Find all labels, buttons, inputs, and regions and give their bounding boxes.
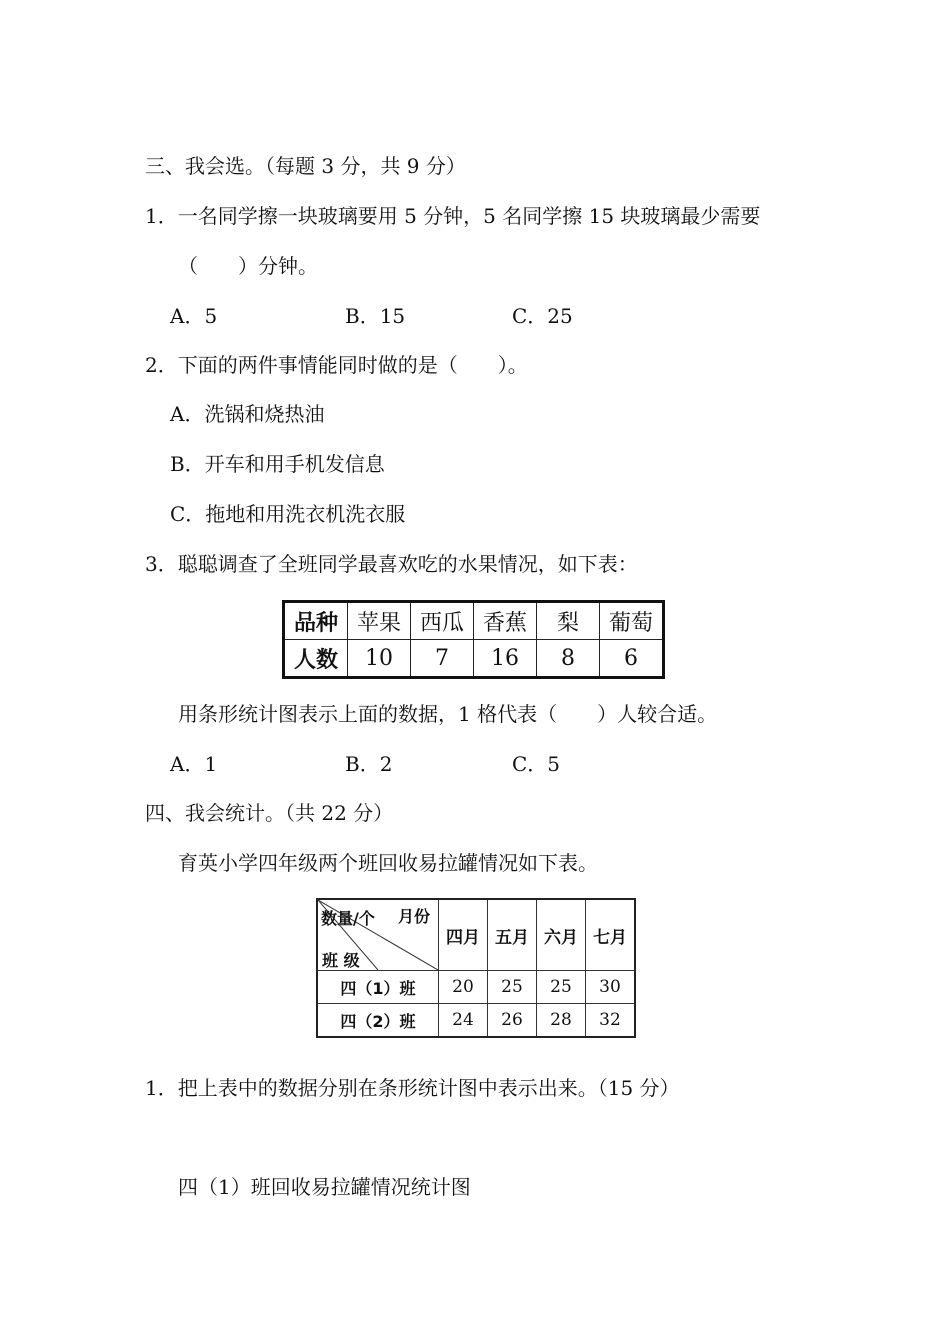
corner-label-month: 月份 — [398, 907, 431, 926]
fruit-name: 苹果 — [348, 602, 411, 640]
fruit-name: 香蕉 — [474, 602, 537, 640]
question-1-text: 1．一名同学擦一块玻璃要用 5 分钟，5 名同学擦 15 块玻璃最少需要 — [145, 204, 761, 228]
month-header: 六月 — [537, 899, 586, 971]
fruit-table-row-kind — [284, 602, 664, 640]
fruit-count: 6 — [600, 640, 664, 678]
month-header: 五月 — [488, 899, 537, 971]
corner-label-class: 班 级 — [322, 951, 360, 970]
fruit-table-label-count: 人数 — [284, 640, 348, 678]
class-label: 四（1）班 — [317, 971, 439, 1004]
class-label: 四（2）班 — [317, 1004, 439, 1038]
section4-title: 四、我会统计。（共 22 分） — [145, 801, 394, 825]
section3-title: 三、我会选。（每题 3 分，共 9 分） — [145, 154, 466, 178]
question-3-text: 3．聪聪调查了全班同学最喜欢吃的水果情况，如下表： — [145, 552, 638, 576]
fruit-table-label-kind: 品种 — [284, 602, 348, 640]
fruit-count: 16 — [474, 640, 537, 678]
can-table-header-row — [317, 899, 635, 971]
can-count: 25 — [488, 971, 537, 1004]
fruit-count: 10 — [348, 640, 411, 678]
can-count: 20 — [439, 971, 488, 1004]
fruit-name: 梨 — [537, 602, 600, 640]
fruit-count: 8 — [537, 640, 600, 678]
can-count: 26 — [488, 1004, 537, 1038]
question-1-option-a: A．5 — [170, 304, 218, 328]
section4-intro: 育英小学四年级两个班回收易拉罐情况如下表。 — [178, 851, 598, 875]
question-2-option-b: B．开车和用手机发信息 — [170, 452, 385, 476]
question-1-option-b: B．15 — [345, 304, 406, 328]
table-row — [317, 971, 635, 1004]
question-3-option-c: C．5 — [512, 752, 561, 776]
fruit-table — [282, 600, 665, 679]
question-2-option-a: A．洗锅和烧热油 — [170, 402, 325, 426]
can-count: 32 — [586, 1004, 636, 1038]
question-1-continuation: （ ）分钟。 — [178, 254, 318, 278]
fruit-count: 7 — [411, 640, 474, 678]
can-count: 25 — [537, 971, 586, 1004]
fruit-name: 西瓜 — [411, 602, 474, 640]
can-count: 28 — [537, 1004, 586, 1038]
fruit-name: 葡萄 — [600, 602, 664, 640]
corner-label-quantity: 数量/个 — [321, 909, 375, 928]
can-count: 30 — [586, 971, 636, 1004]
table-corner-cell — [317, 899, 439, 971]
can-recycling-table — [316, 898, 636, 1038]
question-3-option-a: A．1 — [170, 752, 218, 776]
question-2-text: 2．下面的两件事情能同时做的是（ ）。 — [145, 353, 528, 377]
question-2-option-c: C．拖地和用洗衣机洗衣服 — [170, 502, 406, 526]
month-header: 四月 — [439, 899, 488, 971]
question-1-option-c: C．25 — [512, 304, 573, 328]
question-3-prompt: 用条形统计图表示上面的数据，1 格代表（ ）人较合适。 — [178, 702, 718, 726]
month-header: 七月 — [586, 899, 636, 971]
table-row — [317, 1004, 635, 1038]
fruit-table-row-count — [284, 640, 664, 678]
chart-title: 四（1）班回收易拉罐情况统计图 — [178, 1175, 471, 1199]
section4-question-1: 1．把上表中的数据分别在条形统计图中表示出来。（15 分） — [145, 1076, 680, 1100]
can-count: 24 — [439, 1004, 488, 1038]
question-3-option-b: B．2 — [345, 752, 393, 776]
